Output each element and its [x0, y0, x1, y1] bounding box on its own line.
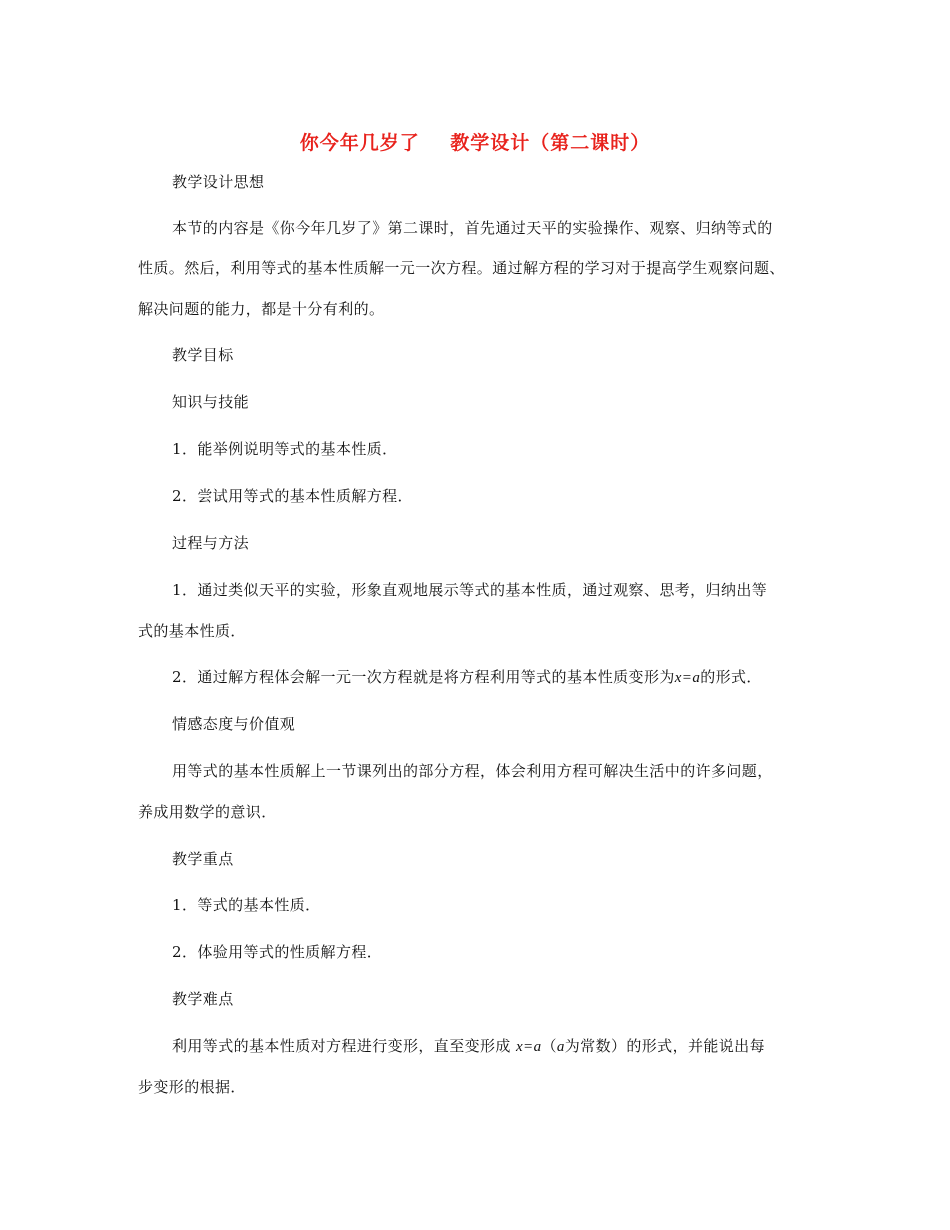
math-variable: a	[556, 1039, 565, 1055]
paragraph-line	[172, 1036, 765, 1057]
heading-teaching-goals: 教学目标	[172, 346, 234, 364]
text-run: 2．通过解方程体会解一元一次方程就是将方程利用等式的基本性质变形为	[172, 668, 675, 686]
list-item: 1．等式的基本性质．	[172, 896, 321, 914]
list-item: 2．体验用等式的性质解方程．	[172, 943, 383, 961]
paragraph-line: 用等式的基本性质解上一节课列出的部分方程，体会利用方程可解决生活中的许多问题，	[172, 762, 773, 780]
list-item: 2．尝试用等式的基本性质解方程．	[172, 487, 413, 505]
subheading-knowledge-skills: 知识与技能	[172, 393, 250, 411]
paragraph-line: 本节的内容是《你今年几岁了》第二课时，首先通过天平的实验操作、观察、归纳等式的	[172, 219, 773, 237]
list-item-continuation: 式的基本性质．	[138, 622, 246, 640]
document-title: 你今年几岁了 教学设计（第二课时）	[299, 132, 651, 154]
text-run: 的形式．	[700, 668, 762, 686]
list-item	[172, 667, 762, 688]
heading-key-points: 教学重点	[172, 850, 234, 868]
heading-difficult-points: 教学难点	[172, 990, 234, 1008]
text-run: 利用等式的基本性质对方程进行变形，直至变形成	[172, 1037, 511, 1055]
subheading-process-method: 过程与方法	[172, 534, 250, 552]
math-expression: x=a	[674, 670, 701, 686]
paragraph-line: 步变形的根据．	[138, 1078, 246, 1096]
math-expression: x=a	[515, 1039, 542, 1055]
paragraph-line: 性质。然后，利用等式的基本性质解一元一次方程。通过解方程的学习对于提高学生观察问题、	[138, 259, 785, 277]
text-run: （	[541, 1037, 557, 1055]
subheading-attitude-values: 情感态度与价值观	[172, 715, 296, 733]
heading-design-idea: 教学设计思想	[172, 173, 265, 191]
paragraph-line: 养成用数学的意识．	[138, 803, 277, 821]
list-item: 1．能举例说明等式的基本性质．	[172, 440, 398, 458]
paragraph-line: 解决问题的能力，都是十分有利的。	[138, 300, 385, 318]
list-item: 1．通过类似天平的实验，形象直观地展示等式的基本性质，通过观察、思考，归纳出等	[172, 581, 768, 599]
text-run: 为常数）的形式，并能说出每	[564, 1037, 765, 1055]
